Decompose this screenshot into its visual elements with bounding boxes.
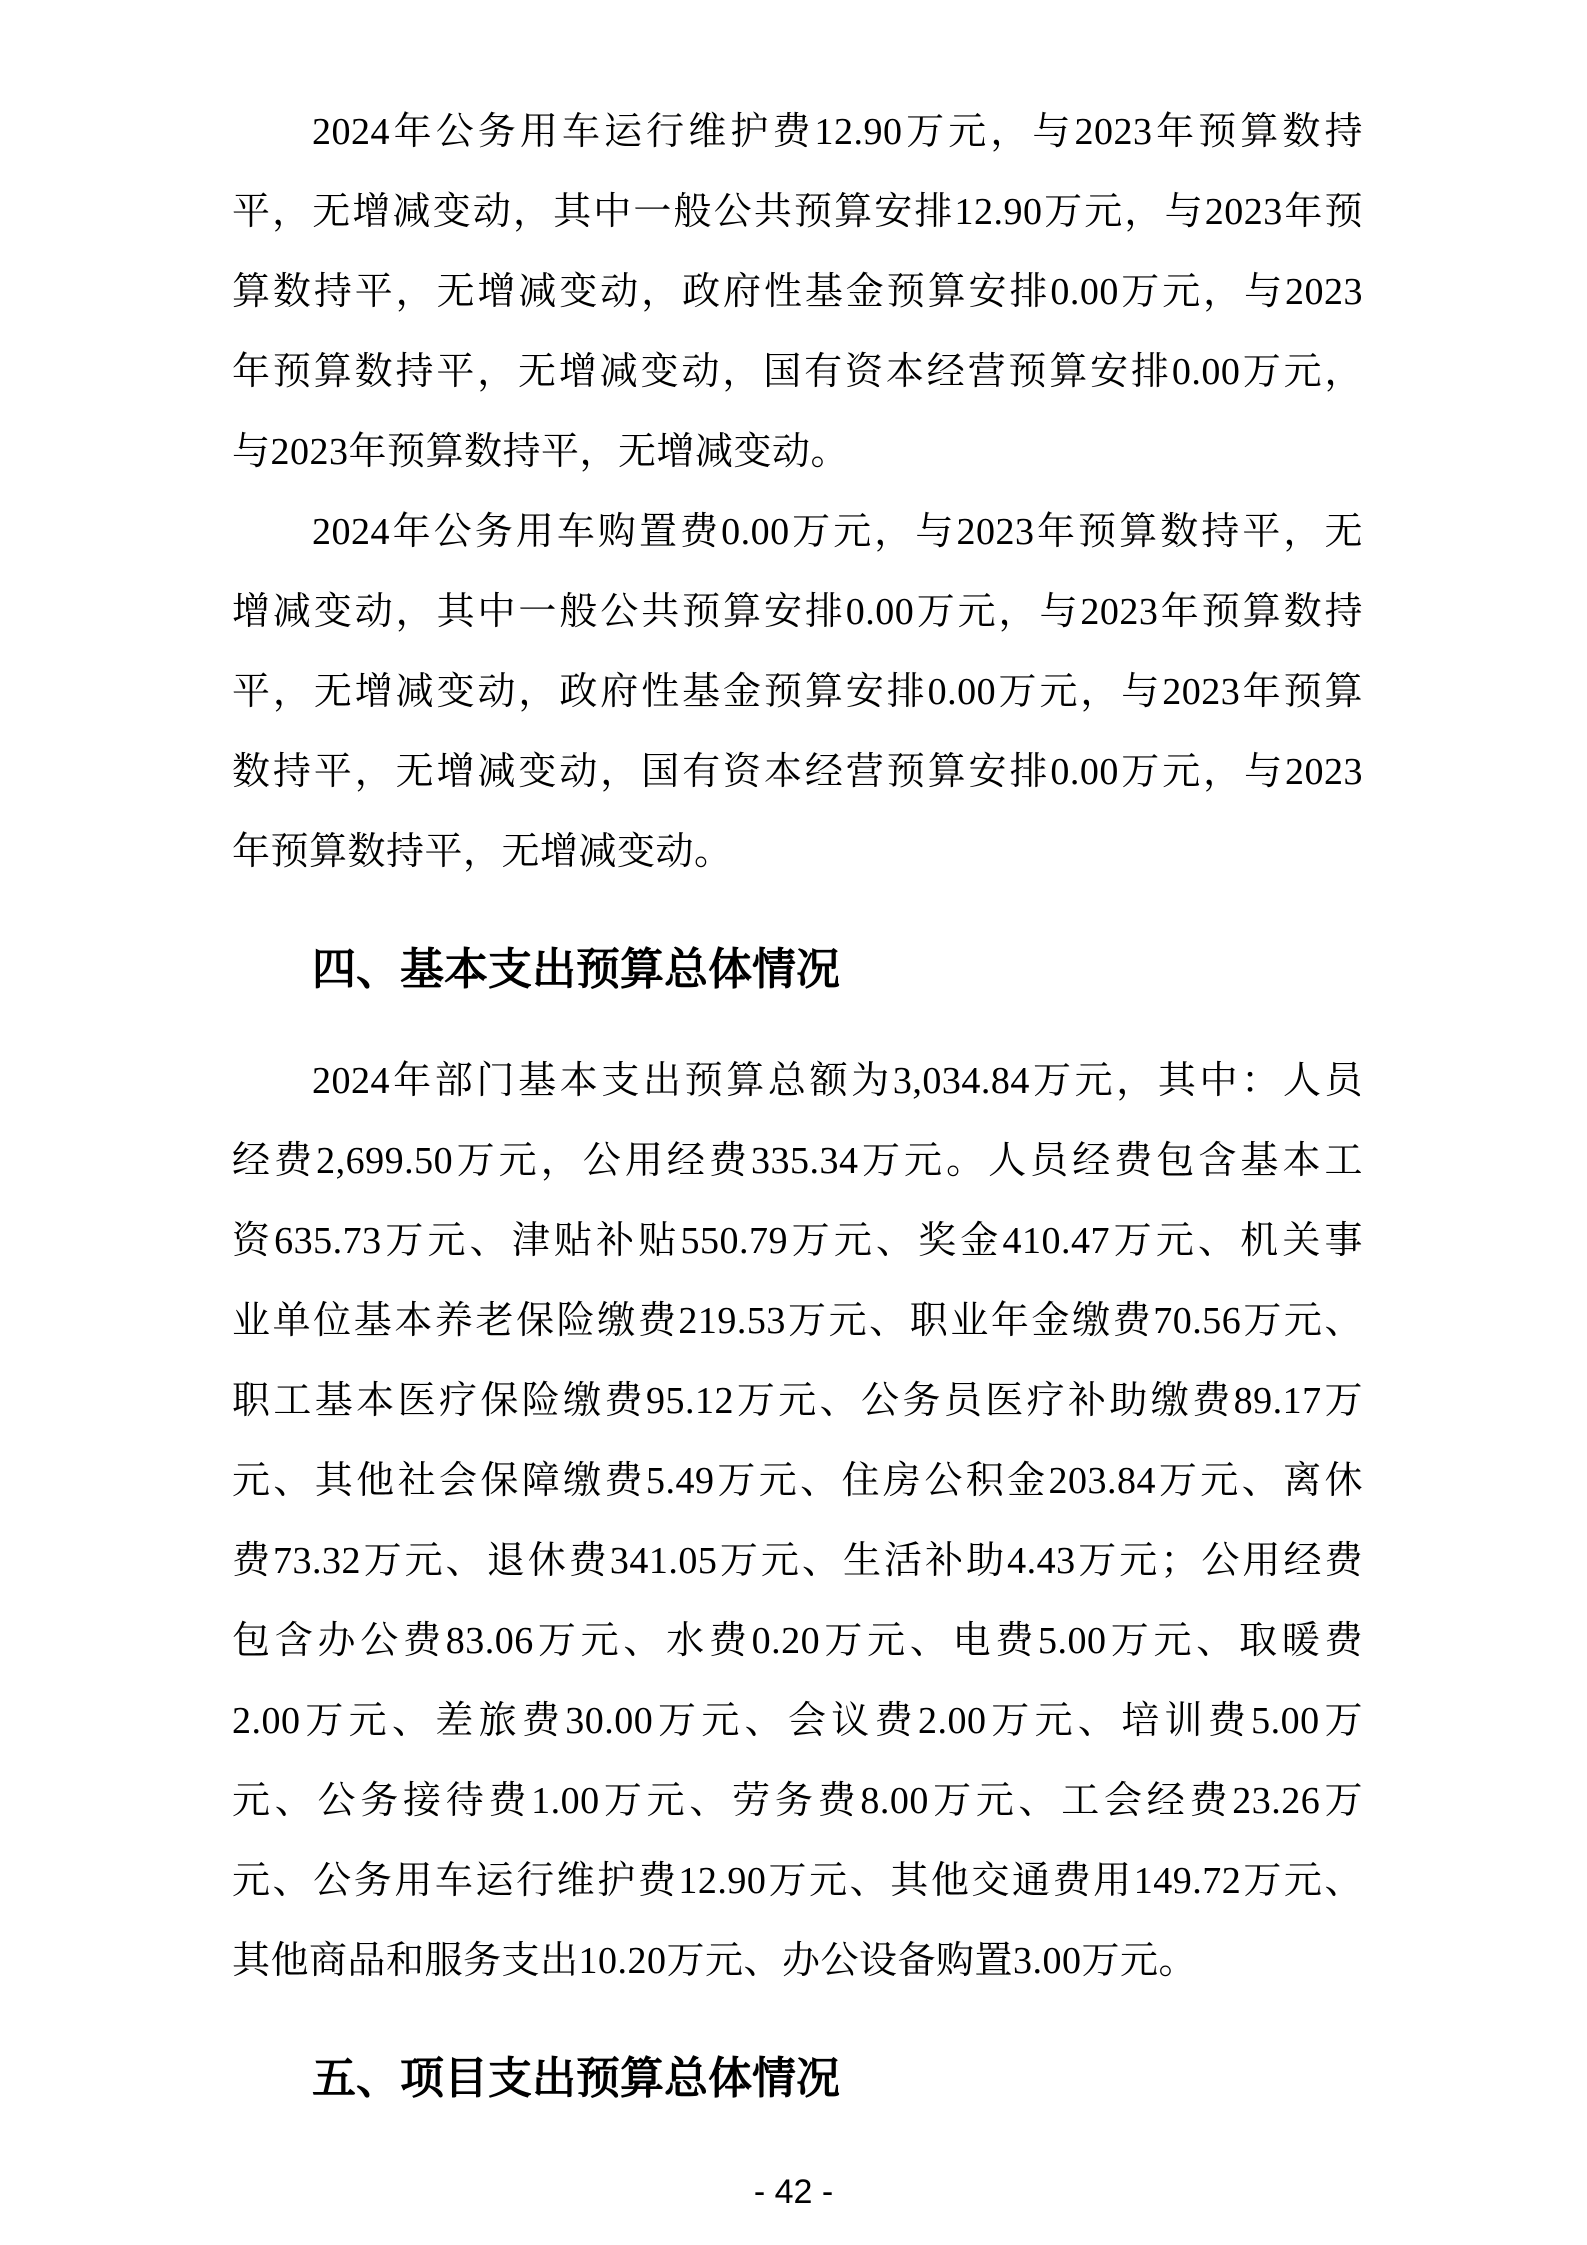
text-line: 2024年公务用车购置费0.00万元，与2023年预算数持平，无 — [312, 511, 1363, 553]
text-line: 算数持平，无增减变动，政府性基金预算安排0.00万元，与2023 — [232, 271, 1363, 313]
text-line: 2.00万元、差旅费30.00万元、会议费2.00万元、培训费5.00万 — [232, 1700, 1363, 1742]
text-line: 2024年公务用车运行维护费12.90万元，与2023年预算数持 — [312, 111, 1363, 153]
text-line: 年预算数持平，无增减变动。 — [232, 831, 733, 873]
text-line: 2024年部门基本支出预算总额为3,034.84万元，其中：人员 — [312, 1060, 1363, 1102]
text-line: 与2023年预算数持平，无增减变动。 — [232, 431, 850, 473]
text-line: 元、公务接待费1.00万元、劳务费8.00万元、工会经费23.26万 — [232, 1780, 1363, 1822]
text-line: 平，无增减变动，政府性基金预算安排0.00万元，与2023年预算 — [232, 671, 1363, 713]
document-body — [232, 92, 1363, 2150]
text-line: 职工基本医疗保险缴费95.12万元、公务员医疗补助缴费89.17万 — [232, 1380, 1363, 1422]
text-line: 资635.73万元、津贴补贴550.79万元、奖金410.47万元、机关事 — [232, 1220, 1363, 1262]
text-line: 费73.32万元、退休费341.05万元、生活补助4.43万元；公用经费 — [232, 1540, 1363, 1582]
text-line: 增减变动，其中一般公共预算安排0.00万元，与2023年预算数持 — [232, 591, 1363, 633]
paragraph — [232, 492, 1363, 892]
text-line: 经费2,699.50万元，公用经费335.34万元。人员经费包含基本工 — [232, 1140, 1363, 1182]
text-line: 业单位基本养老保险缴费219.53万元、职业年金缴费70.56万元、 — [232, 1300, 1363, 1342]
text-line: 平，无增减变动，其中一般公共预算安排12.90万元，与2023年预 — [232, 191, 1363, 233]
text-line: 包含办公费83.06万元、水费0.20万元、电费5.00万元、取暖费 — [232, 1620, 1363, 1662]
text-line: 数持平，无增减变动，国有资本经营预算安排0.00万元，与2023 — [232, 751, 1363, 793]
text-line: 元、其他社会保障缴费5.49万元、住房公积金203.84万元、离休 — [232, 1460, 1363, 1502]
section-heading: 五、项目支出预算总体情况 — [312, 2054, 840, 2103]
paragraph — [232, 92, 1363, 492]
text-line: 元、公务用车运行维护费12.90万元、其他交通费用149.72万元、 — [232, 1860, 1363, 1902]
paragraph — [232, 1041, 1363, 2001]
text-line: 其他商品和服务支出10.20万元、办公设备购置3.00万元。 — [232, 1940, 1198, 1982]
section-heading: 四、基本支出预算总体情况 — [312, 945, 840, 994]
text-line: 年预算数持平，无增减变动，国有资本经营预算安排0.00万元， — [232, 351, 1363, 393]
page-number: - 42 - — [753, 2173, 834, 2211]
